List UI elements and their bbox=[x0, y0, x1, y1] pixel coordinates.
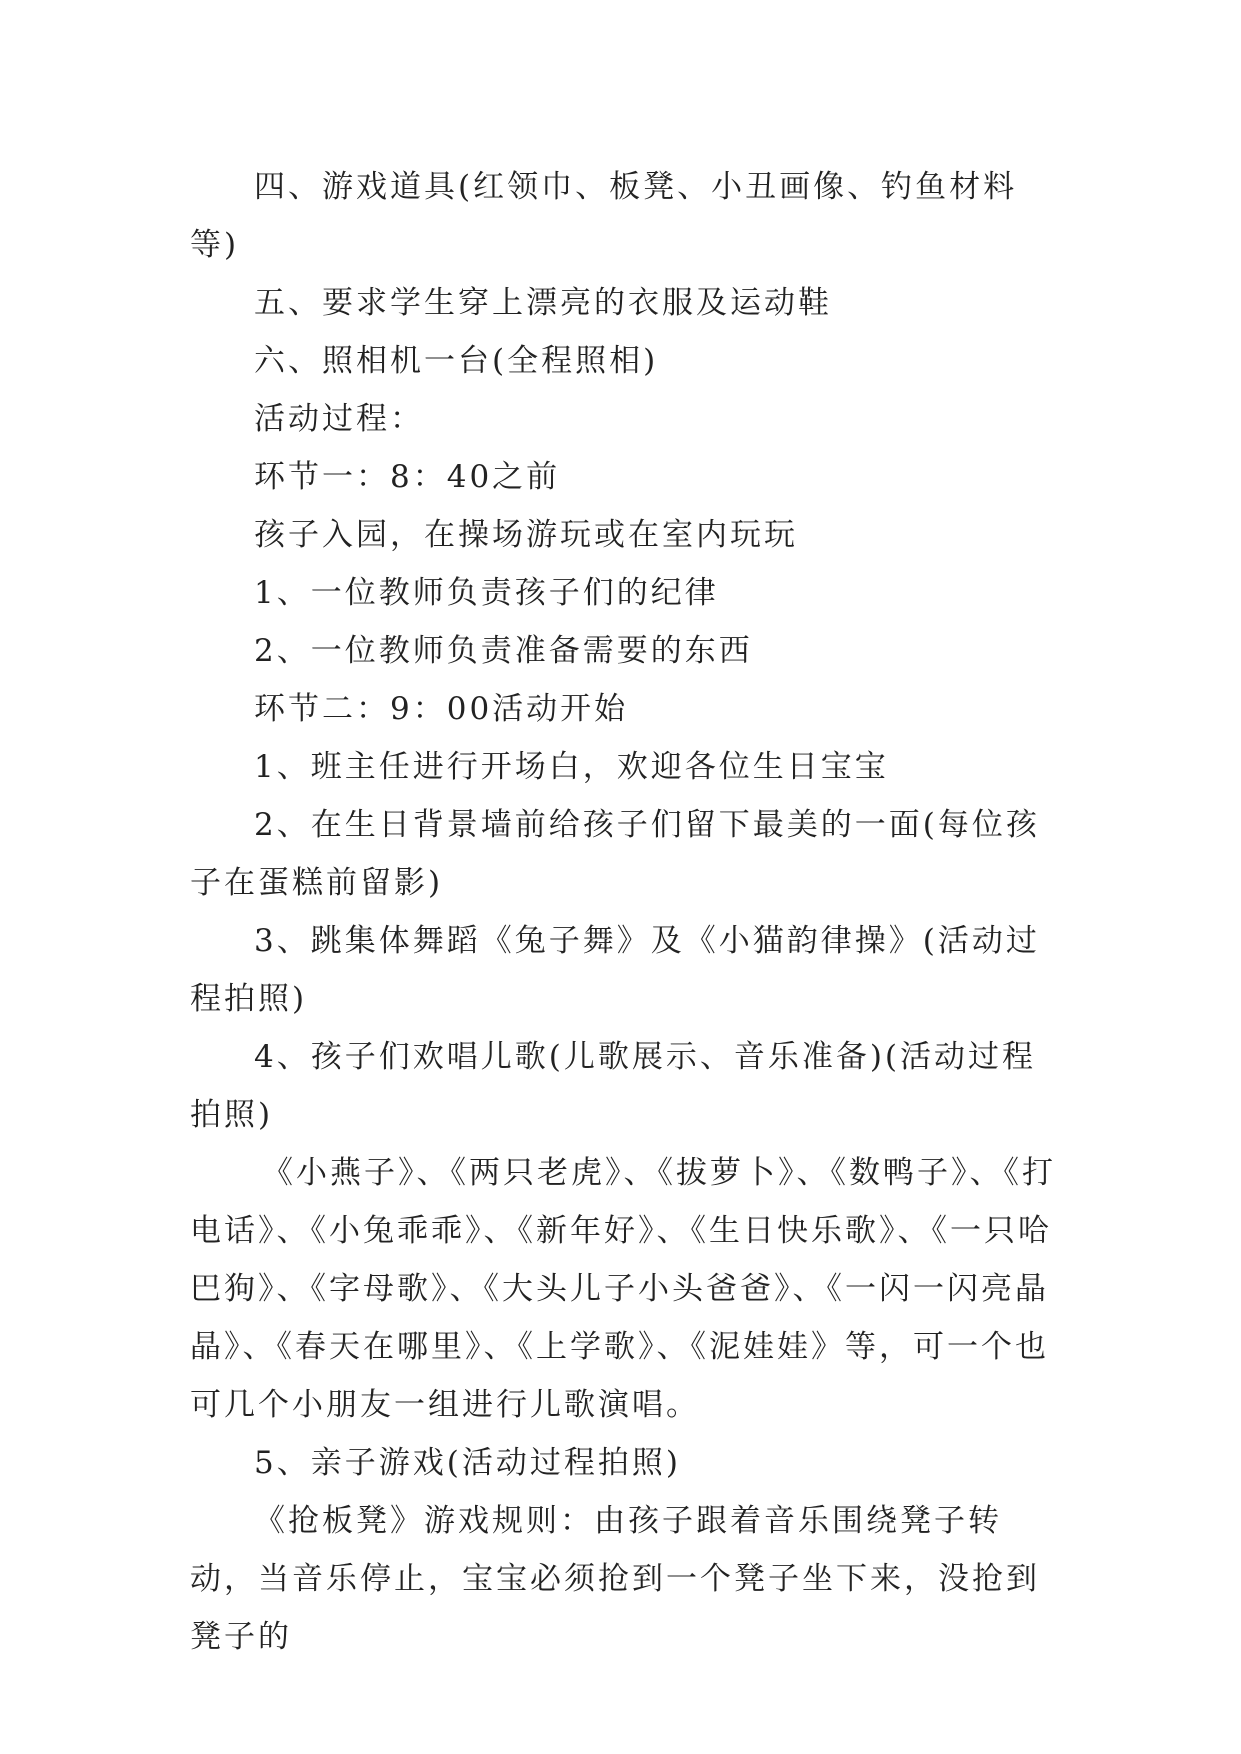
paragraph-arrival: 孩子入园，在操场游玩或在室内玩玩 bbox=[254, 517, 798, 553]
paragraph-preparation: 2、一位教师负责准备需要的东西 bbox=[254, 633, 753, 669]
paragraph-song-list: 《小燕子》、《两只老虎》、《拔萝卜》、《数鸭子》、《打电话》、《小兔乖乖》、《新年好》、《生日快乐歌》、《一只哈巴狗》、《字母歌》、《大头儿子小头爸爸》、《一闪一闪亮晶晶》、《春天在哪里》、《上学歌》、《泥娃娃》等，可一个也可几个小朋友一组进行儿歌演唱。 bbox=[190, 1155, 1056, 1423]
paragraph-stage-one: 环节一：8：40之前 bbox=[254, 459, 561, 495]
paragraph-parent-child-game: 5、亲子游戏(活动过程拍照) bbox=[254, 1445, 681, 1481]
document-body bbox=[190, 158, 1060, 1666]
paragraph-photo-wall: 2、在生日背景墙前给孩子们留下最美的一面(每位孩子在蛋糕前留影) bbox=[190, 807, 1040, 901]
paragraph-songs: 4、孩子们欢唱儿歌(儿歌展示、音乐准备)(活动过程拍照) bbox=[190, 1039, 1037, 1133]
paragraph-clothing: 五、要求学生穿上漂亮的衣服及运动鞋 bbox=[254, 285, 832, 321]
paragraph-dance: 3、跳集体舞蹈《兔子舞》及《小猫韵律操》(活动过程拍照) bbox=[190, 923, 1040, 1017]
paragraph-process-heading: 活动过程： bbox=[254, 401, 424, 437]
paragraph-opening: 1、班主任进行开场白，欢迎各位生日宝宝 bbox=[254, 749, 889, 785]
paragraph-props: 四、游戏道具(红领巾、板凳、小丑画像、钓鱼材料等) bbox=[190, 169, 1018, 263]
paragraph-camera: 六、照相机一台(全程照相) bbox=[254, 343, 659, 379]
paragraph-game-rules: 《抢板凳》游戏规则：由孩子跟着音乐围绕凳子转动，当音乐停止，宝宝必须抢到一个凳子坐下来，没抢到凳子的 bbox=[190, 1503, 1040, 1655]
paragraph-stage-two: 环节二：9：00活动开始 bbox=[254, 691, 629, 727]
paragraph-discipline: 1、一位教师负责孩子们的纪律 bbox=[254, 575, 719, 611]
